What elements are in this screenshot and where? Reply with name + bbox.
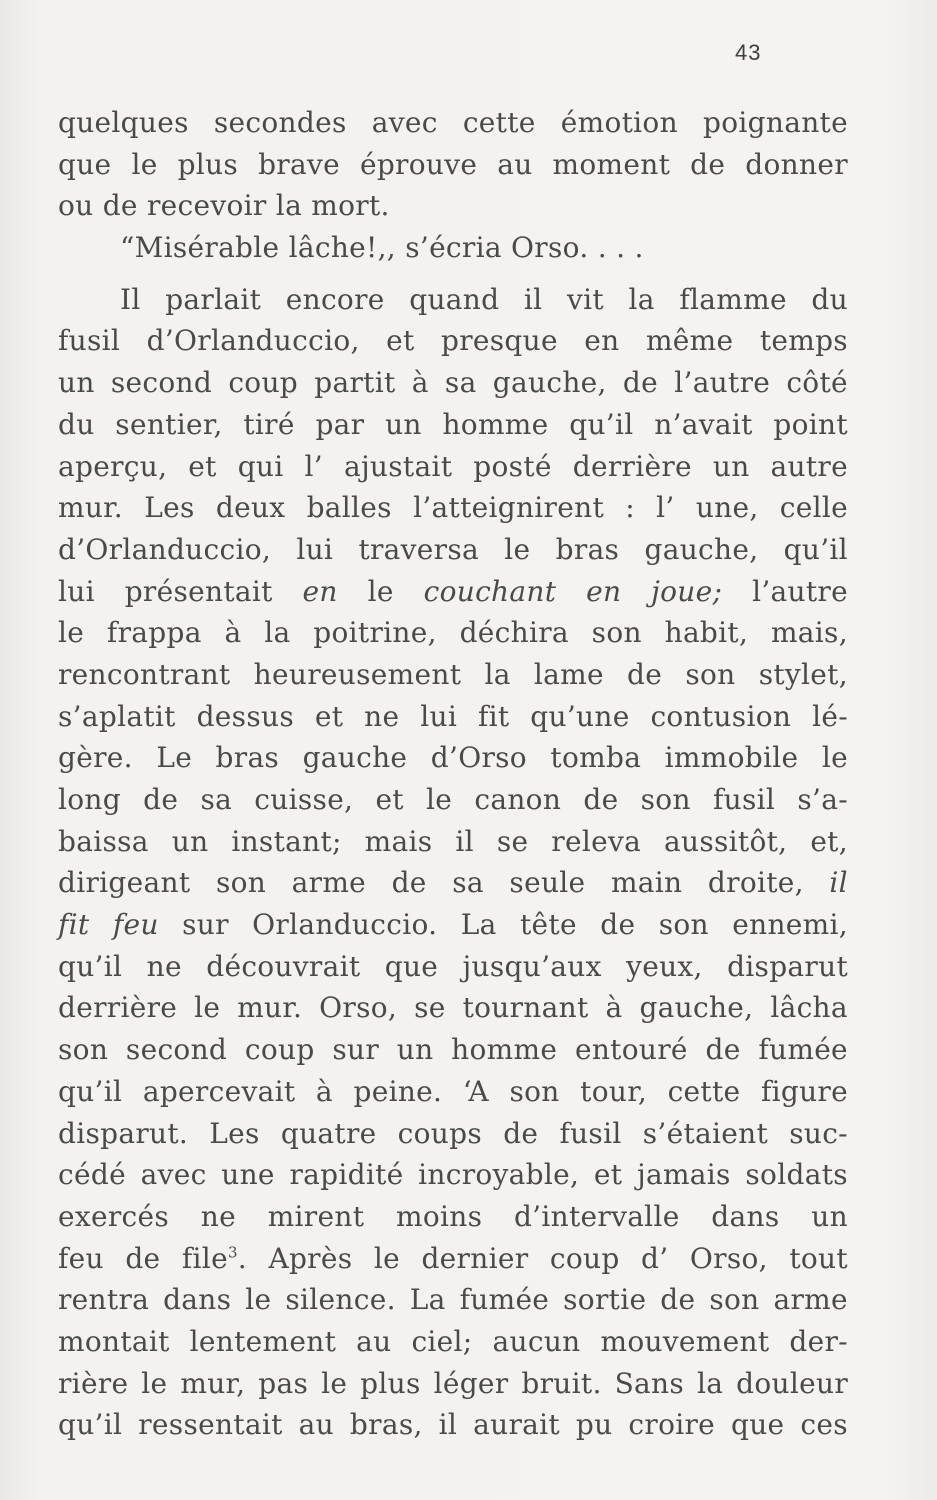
word: une (221, 1158, 275, 1192)
word: aussitôt, (664, 824, 788, 858)
word: lui (296, 532, 334, 566)
word: bras, (349, 1408, 423, 1442)
word: mur. (237, 991, 303, 1025)
text-line (58, 362, 848, 404)
word: de (600, 908, 636, 942)
word: deux (215, 491, 286, 525)
word: main (610, 866, 683, 900)
word: aurait (473, 1408, 560, 1442)
word: la (628, 282, 655, 316)
word: de (690, 147, 726, 181)
word: figure (760, 1074, 848, 1108)
word: gère. (58, 741, 133, 775)
word: dernier (421, 1241, 529, 1275)
word: poitrine, (313, 616, 437, 650)
word: La (460, 908, 497, 942)
word: à (411, 366, 429, 400)
word: l’autre (752, 574, 848, 608)
text-line (58, 1404, 848, 1446)
italic-word: joue; (651, 574, 723, 608)
word: derrière (58, 991, 178, 1025)
word: quand (409, 282, 500, 316)
word: Orlanduccio. (252, 908, 438, 942)
word: tiré (243, 407, 295, 441)
word: qui (237, 449, 284, 483)
word: Orso, (689, 1241, 768, 1275)
word: que (731, 1408, 785, 1442)
text-line (58, 946, 848, 988)
word: incroyable, (418, 1158, 580, 1192)
italic-word: couchant (423, 574, 557, 608)
word: le (131, 147, 158, 181)
text-line (58, 144, 848, 186)
word: peine. (353, 1074, 443, 1108)
word: posté (473, 449, 552, 483)
word: son (215, 866, 267, 900)
text-line (58, 1279, 848, 1321)
text-line (58, 487, 848, 529)
word: rière (58, 1366, 129, 1400)
word: arme (291, 866, 367, 900)
word: gauche (302, 741, 408, 775)
word: le (367, 574, 394, 608)
text-line (58, 1113, 848, 1155)
italic-word: feu (112, 908, 159, 942)
word: mais (364, 824, 433, 858)
word: qu’une (530, 699, 630, 733)
word: Orso, (319, 991, 398, 1025)
word: son (658, 908, 709, 942)
word: ressentait (138, 1408, 283, 1442)
word: dirigeant (58, 866, 191, 900)
word: cette (462, 106, 536, 139)
word: son (709, 1283, 760, 1317)
word: émotion (560, 106, 678, 139)
word: et (386, 324, 415, 358)
word: La (409, 1283, 446, 1317)
word: Il (120, 282, 141, 316)
word: il (523, 282, 543, 316)
word: ne (146, 949, 182, 983)
word: ne (364, 699, 400, 733)
word: d’Orlanduccio, (146, 324, 360, 358)
word: qu’il (783, 532, 848, 566)
word: un (811, 1199, 848, 1233)
word: mouvement (600, 1324, 770, 1358)
text-line (58, 320, 848, 362)
word: le (504, 532, 531, 566)
word: un (385, 407, 422, 441)
word: et (593, 1158, 623, 1192)
word: sa (200, 783, 233, 816)
word: l’autre (674, 366, 771, 400)
word: une, (695, 491, 759, 525)
word: feu (58, 1241, 104, 1275)
word: seule (509, 866, 586, 900)
word: rentra (58, 1283, 150, 1317)
word: par (315, 407, 365, 441)
footnote-marker: 3 (227, 1243, 238, 1262)
word: le (194, 991, 221, 1025)
word: plus (177, 147, 239, 181)
text-line: ou de recevoir la mort. (58, 189, 390, 223)
text-line (58, 987, 848, 1029)
word: de (705, 1033, 741, 1067)
word: de (503, 1116, 539, 1150)
word: stylet, (758, 657, 848, 691)
word: dessus (196, 699, 294, 733)
page-number: 43 (735, 40, 762, 65)
word: ne (200, 1199, 236, 1233)
word: avec (140, 1158, 207, 1192)
word: ajustait (343, 449, 453, 483)
word: Après (268, 1241, 353, 1275)
word: douleur (736, 1366, 848, 1400)
word: le (426, 783, 453, 816)
word: l’ (656, 491, 675, 525)
word: qu’il (58, 1408, 123, 1442)
word: à (605, 991, 623, 1025)
word: son (685, 657, 736, 691)
word: un (171, 824, 209, 858)
word: balles (306, 491, 392, 525)
word: flamme (679, 282, 787, 316)
word: aperçu, (58, 449, 168, 483)
word: lui (420, 699, 458, 733)
text-line (58, 654, 848, 696)
word: poignante (703, 106, 848, 139)
word: n’avait (654, 407, 753, 441)
word: Sans (614, 1366, 685, 1400)
text-line (58, 612, 848, 654)
word: ciel; (411, 1324, 473, 1358)
word: se (496, 824, 529, 858)
word: arme (773, 1283, 848, 1317)
word: plus (360, 1366, 421, 1400)
word: le (245, 1283, 272, 1317)
word: fusil (559, 1116, 622, 1150)
word: sur (332, 1033, 380, 1067)
text-line (58, 1238, 848, 1280)
word: cédé (58, 1158, 126, 1192)
word: canon (474, 783, 562, 816)
text-line (58, 446, 848, 488)
word: la (484, 657, 511, 691)
word: dans (711, 1199, 780, 1233)
text-line (58, 1154, 848, 1196)
word: de (660, 1283, 696, 1317)
word: mirent (267, 1199, 365, 1233)
word: droite, (707, 866, 804, 900)
text-line (58, 696, 848, 738)
word: quelques (58, 106, 189, 139)
word: jusqu’aux (462, 949, 602, 983)
word: le (821, 741, 848, 775)
word: que (384, 949, 439, 983)
text-line (58, 279, 848, 321)
word: la (264, 616, 291, 650)
word: fumée (459, 1283, 550, 1317)
word: Les (144, 491, 195, 525)
word: disparut (727, 949, 848, 983)
word: d’ (641, 1241, 669, 1275)
body-text (58, 102, 848, 1446)
word: mur. (58, 491, 123, 525)
word: il (438, 1408, 458, 1442)
word: gauche, (639, 991, 754, 1025)
word: second (125, 1033, 228, 1067)
word: sa (452, 866, 484, 900)
word: exercés (58, 1199, 170, 1233)
text-line (58, 1363, 848, 1405)
word: qu’il (58, 1074, 123, 1108)
word: lame (533, 657, 604, 691)
word: gauche, (644, 532, 759, 566)
word: aucun (492, 1324, 581, 1358)
text-line (58, 571, 848, 613)
word: long (58, 783, 121, 816)
text-line (58, 1321, 848, 1363)
word: vit (567, 282, 604, 316)
word: de (627, 657, 663, 691)
word: dans (163, 1283, 232, 1317)
text-line (58, 821, 848, 863)
word: silence. (285, 1283, 396, 1317)
word: au (298, 1408, 334, 1442)
word: tournant (462, 991, 589, 1025)
text-line (58, 1029, 848, 1071)
word: tomba (550, 741, 642, 775)
word: coup (244, 1033, 315, 1067)
word: qu’il (58, 949, 123, 983)
word: heureusement (253, 657, 462, 691)
word: d’Orlanduccio, (58, 532, 272, 566)
word: au (497, 147, 533, 181)
word: lé- (812, 699, 848, 733)
word: fusil (712, 783, 776, 816)
word: autre (770, 449, 848, 483)
word: brave (258, 147, 340, 181)
word: l’atteignirent (413, 491, 604, 525)
word: déchira (459, 616, 569, 650)
word: parlait (165, 282, 262, 316)
word: fumée (758, 1033, 848, 1067)
word: de (622, 366, 659, 400)
word: lâcha (770, 991, 848, 1025)
italic-word: en (586, 574, 622, 608)
word: lui (58, 574, 95, 608)
word: s’a- (797, 783, 848, 816)
word: côté (786, 366, 848, 400)
word: le (58, 616, 85, 650)
word: soldats (745, 1158, 848, 1192)
text-line (58, 862, 848, 904)
text-line (58, 529, 848, 571)
word: yeux, (626, 949, 703, 983)
word: de (583, 783, 619, 816)
word: Les (209, 1116, 260, 1150)
italic-word: il (829, 866, 848, 900)
word: bras (555, 532, 620, 566)
word: son (509, 1074, 560, 1108)
word: frappa (106, 616, 202, 650)
word: ‘A (462, 1074, 489, 1108)
word: éprouve (359, 147, 478, 181)
text-line (58, 904, 848, 946)
word: qu’il (569, 407, 634, 441)
word: traversa (358, 532, 480, 566)
word: au (356, 1324, 392, 1358)
word: le (141, 1366, 168, 1400)
word: bras (215, 741, 280, 775)
word: il (455, 824, 474, 858)
word: un (712, 449, 750, 483)
word: coup (549, 1241, 620, 1275)
word: instant; (231, 824, 342, 858)
word: moins (395, 1199, 483, 1233)
word: immobile (664, 741, 799, 775)
word: tour, (580, 1074, 648, 1108)
word: coups (397, 1116, 483, 1150)
word: jamais (636, 1158, 731, 1192)
word: présentait (124, 574, 273, 608)
word: der- (789, 1324, 848, 1358)
word: homme (442, 407, 549, 441)
word: s’étaient (642, 1116, 769, 1150)
word: l’ (304, 449, 323, 483)
word: à (315, 1074, 333, 1108)
word: point (773, 407, 848, 441)
word: encore (285, 282, 385, 316)
word: entouré (574, 1033, 688, 1067)
word: avec (371, 106, 438, 139)
word: le (373, 1241, 400, 1275)
word: moment (552, 147, 671, 181)
word: même (645, 324, 734, 358)
text-line (58, 1071, 848, 1113)
text-line (58, 779, 848, 821)
word: se (414, 991, 446, 1025)
word: le (321, 1366, 348, 1400)
word: pu (575, 1408, 613, 1442)
word: apercevait (142, 1074, 296, 1108)
word: la (696, 1366, 724, 1400)
word: un (396, 1033, 434, 1067)
word: disparut. (58, 1116, 189, 1150)
word: que (58, 147, 112, 181)
word: rencontrant (58, 657, 231, 691)
word: sa (444, 366, 477, 400)
text-line (58, 102, 848, 144)
word: s’aplatit (58, 699, 176, 733)
word: suc- (789, 1116, 848, 1150)
word: secondes (213, 106, 347, 139)
word: partit (314, 366, 396, 400)
word: coup (228, 366, 299, 400)
word: de (391, 866, 427, 900)
text-line (58, 1196, 848, 1238)
word: découvrait (206, 949, 361, 983)
word: du (58, 407, 95, 441)
word: gauche, (492, 366, 607, 400)
word: et (188, 449, 217, 483)
text-line (58, 737, 848, 779)
word: sortie (563, 1283, 647, 1317)
word: d’intervalle (513, 1199, 680, 1233)
word: et (375, 783, 404, 816)
word: son (591, 616, 642, 650)
word: ennemi, (732, 908, 848, 942)
word: : (625, 491, 635, 525)
word: lentement (189, 1324, 337, 1358)
word: bruit. (521, 1366, 602, 1400)
word: de (143, 783, 179, 816)
word: derrière (572, 449, 692, 483)
word: cuisse, (254, 783, 354, 816)
italic-word: fit (58, 908, 90, 942)
word: sentier, (115, 407, 223, 441)
word: tout (789, 1241, 848, 1275)
word: quatre (280, 1116, 377, 1150)
word: habit, (664, 616, 749, 650)
word: à (224, 616, 242, 650)
word: presque (440, 324, 558, 358)
word: son (640, 783, 691, 816)
word: file$^3$. (181, 1241, 247, 1275)
italic-word: en (302, 574, 338, 608)
word: contusion (650, 699, 792, 733)
word: et (314, 699, 344, 733)
word: ces (800, 1408, 848, 1442)
word: fusil (58, 324, 121, 358)
word: rapidité (289, 1158, 404, 1192)
word: cette (667, 1074, 741, 1108)
word: tête (519, 908, 577, 942)
word: Le (156, 741, 193, 775)
word: homme (451, 1033, 558, 1067)
word: donner (745, 147, 848, 181)
word: en (584, 324, 620, 358)
word: celle (779, 491, 848, 525)
word: montait (58, 1324, 170, 1358)
word: pas (258, 1366, 309, 1400)
word: baissa (58, 824, 149, 858)
word: releva (551, 824, 642, 858)
word: et, (810, 824, 848, 858)
word: fit (477, 699, 510, 733)
word: d’Orso (430, 741, 527, 775)
word: léger (433, 1366, 509, 1400)
word: second (110, 366, 213, 400)
text-line (58, 404, 848, 446)
word: du (811, 282, 848, 316)
word: sur (182, 908, 229, 942)
word: de (125, 1241, 161, 1275)
word: mur, (180, 1366, 246, 1400)
word: un (58, 366, 95, 400)
word: mais, (770, 616, 848, 650)
text-line: “Misérable lâche!,, s’écria Orso. . . . (120, 231, 644, 265)
word: temps (759, 324, 848, 358)
word: son (58, 1033, 109, 1067)
word: croire (628, 1408, 716, 1442)
